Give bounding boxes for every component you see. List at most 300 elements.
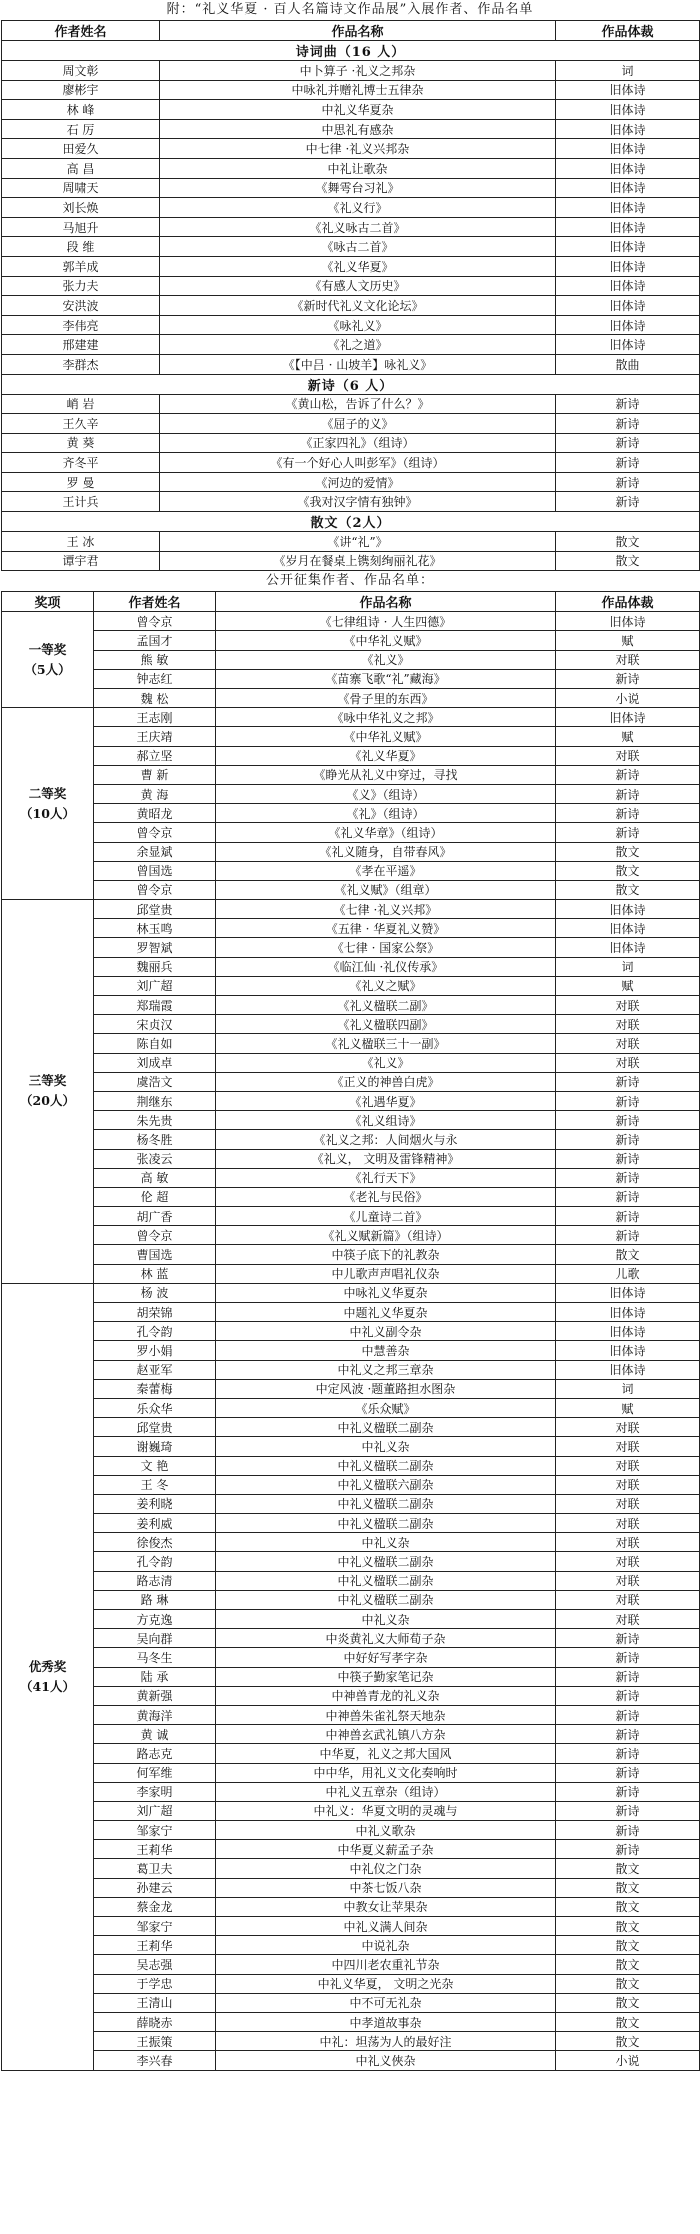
award-name: 一等奖 bbox=[28, 641, 67, 657]
genre-cell: 旧体诗 bbox=[556, 158, 700, 178]
table-row bbox=[2, 1878, 700, 1897]
genre-cell: 新诗 bbox=[556, 1705, 700, 1724]
work-cell: 《正义的神兽白虎》 bbox=[216, 1072, 556, 1091]
table-row bbox=[2, 198, 700, 218]
table-row bbox=[2, 1168, 700, 1187]
table-row bbox=[2, 315, 700, 335]
genre-cell: 新诗 bbox=[556, 784, 700, 803]
section-row bbox=[2, 374, 700, 394]
table-row bbox=[2, 1283, 700, 1302]
work-cell: 《礼遇华夏》 bbox=[216, 1091, 556, 1110]
genre-cell: 旧体诗 bbox=[556, 335, 700, 355]
genre-cell: 新诗 bbox=[556, 394, 700, 414]
section-title: 新诗（6 人） bbox=[2, 374, 700, 394]
work-cell: 《礼行天下》 bbox=[216, 1168, 556, 1187]
work-cell: 《礼义楹联四副》 bbox=[216, 1015, 556, 1034]
genre-cell: 新诗 bbox=[556, 669, 700, 688]
table-row bbox=[2, 256, 700, 276]
genre-cell: 新诗 bbox=[556, 1072, 700, 1091]
table-row bbox=[2, 1552, 700, 1571]
table-row bbox=[2, 1744, 700, 1763]
table-row bbox=[2, 1917, 700, 1936]
table-row bbox=[2, 1705, 700, 1724]
author-cell: 黄昭龙 bbox=[94, 804, 216, 823]
table-row bbox=[2, 708, 700, 727]
author-cell: 刘长焕 bbox=[2, 198, 160, 218]
work-cell: 《礼义咏古二首》 bbox=[160, 217, 556, 237]
work-cell: 《七律 · 国家公祭》 bbox=[216, 938, 556, 957]
work-cell: 《礼义楹联三十一副》 bbox=[216, 1034, 556, 1053]
genre-cell: 新诗 bbox=[556, 492, 700, 512]
work-cell: 《礼义之邦：人间烟火与永 bbox=[216, 1130, 556, 1149]
table-row bbox=[2, 976, 700, 995]
genre-cell: 散曲 bbox=[556, 354, 700, 374]
table-row bbox=[2, 335, 700, 355]
author-cell: 魏 松 bbox=[94, 689, 216, 708]
table-row bbox=[2, 1130, 700, 1149]
author-cell: 王清山 bbox=[94, 1993, 216, 2012]
work-cell: 《老礼与民俗》 bbox=[216, 1187, 556, 1206]
table-row bbox=[2, 1187, 700, 1206]
genre-cell: 旧体诗 bbox=[556, 256, 700, 276]
author-cell: 林 蓝 bbox=[94, 1264, 216, 1283]
work-cell: 《礼义， 文明及雷锋精神》 bbox=[216, 1149, 556, 1168]
table-row bbox=[2, 217, 700, 237]
work-cell: 中教女让苹果杂 bbox=[216, 1897, 556, 1916]
table-row bbox=[2, 861, 700, 880]
work-cell: 《正家四礼》（组诗） bbox=[160, 433, 556, 453]
table-row bbox=[2, 900, 700, 919]
work-cell: 中七律 ·礼义兴邦杂 bbox=[160, 139, 556, 159]
section-title: 散文（2人） bbox=[2, 512, 700, 532]
table-row bbox=[2, 1801, 700, 1820]
genre-cell: 新诗 bbox=[556, 1187, 700, 1206]
award-count: （10人） bbox=[20, 805, 75, 821]
work-cell: 《岁月在餐桌上镌刻绚丽礼花》 bbox=[160, 551, 556, 571]
work-cell: 中礼义杂 bbox=[216, 1533, 556, 1552]
work-cell: 《乐众赋》 bbox=[216, 1398, 556, 1417]
table-row bbox=[2, 823, 700, 842]
author-cell: 曾国选 bbox=[94, 861, 216, 880]
author-cell: 高 敏 bbox=[94, 1168, 216, 1187]
table-row bbox=[2, 804, 700, 823]
author-cell: 熊 敏 bbox=[94, 650, 216, 669]
genre-cell: 赋 bbox=[556, 1398, 700, 1417]
table-row bbox=[2, 2032, 700, 2051]
author-cell: 吴向群 bbox=[94, 1629, 216, 1648]
author-cell: 路志克 bbox=[94, 1744, 216, 1763]
table-row bbox=[2, 2012, 700, 2031]
genre-cell: 新诗 bbox=[556, 804, 700, 823]
table-row bbox=[2, 689, 700, 708]
genre-cell: 新诗 bbox=[556, 1648, 700, 1667]
table-row bbox=[2, 1303, 700, 1322]
author-cell: 王久辛 bbox=[2, 414, 160, 434]
author-cell: 杨 波 bbox=[94, 1283, 216, 1302]
author-cell: 黄海洋 bbox=[94, 1705, 216, 1724]
genre-cell: 散文 bbox=[556, 1955, 700, 1974]
award-count: （5人） bbox=[24, 661, 71, 677]
work-cell: 《咏古二首》 bbox=[160, 237, 556, 257]
work-cell: 《黄山松，告诉了什么？》 bbox=[160, 394, 556, 414]
table-row bbox=[2, 158, 700, 178]
table-row bbox=[2, 1111, 700, 1130]
genre-cell: 散文 bbox=[556, 2032, 700, 2051]
genre-cell: 散文 bbox=[556, 1917, 700, 1936]
award-name: 三等奖 bbox=[28, 1073, 67, 1089]
table-row bbox=[2, 139, 700, 159]
author-cell: 曾令京 bbox=[94, 880, 216, 899]
genre-cell: 散文 bbox=[556, 861, 700, 880]
author-cell: 荆继东 bbox=[94, 1091, 216, 1110]
table-row bbox=[2, 746, 700, 765]
work-cell: 中礼义华夏杂 bbox=[160, 100, 556, 120]
author-cell: 葛卫夫 bbox=[94, 1859, 216, 1878]
work-cell: 中礼义华夏， 文明之光杂 bbox=[216, 1974, 556, 1993]
work-cell: 中礼义五章杂（组诗） bbox=[216, 1782, 556, 1801]
table-row bbox=[2, 1053, 700, 1072]
table-row bbox=[2, 433, 700, 453]
genre-cell: 对联 bbox=[556, 1418, 700, 1437]
work-cell: 《礼义之赋》 bbox=[216, 976, 556, 995]
table-row bbox=[2, 919, 700, 938]
table-row bbox=[2, 119, 700, 139]
work-cell: 《礼义楹联二副》 bbox=[216, 996, 556, 1015]
genre-cell: 对联 bbox=[556, 1533, 700, 1552]
genre-cell: 新诗 bbox=[556, 1091, 700, 1110]
author-cell: 姜利威 bbox=[94, 1514, 216, 1533]
genre-cell: 新诗 bbox=[556, 1629, 700, 1648]
col-header-work: 作品名称 bbox=[160, 21, 556, 41]
table-row bbox=[2, 1590, 700, 1609]
work-cell: 《我对汉字情有独钟》 bbox=[160, 492, 556, 512]
genre-cell: 旧体诗 bbox=[556, 919, 700, 938]
genre-cell: 小说 bbox=[556, 2051, 700, 2070]
genre-cell: 旧体诗 bbox=[556, 80, 700, 100]
table-row bbox=[2, 354, 700, 374]
work-cell: 《有一个好心人叫彭军》（组诗） bbox=[160, 453, 556, 473]
table-row bbox=[2, 938, 700, 957]
genre-cell: 旧体诗 bbox=[556, 900, 700, 919]
genre-cell: 旧体诗 bbox=[556, 178, 700, 198]
author-cell: 曾令京 bbox=[94, 612, 216, 631]
author-cell: 路志清 bbox=[94, 1571, 216, 1590]
author-cell: 罗智斌 bbox=[94, 938, 216, 957]
award-cell bbox=[2, 900, 94, 1284]
table-row bbox=[2, 650, 700, 669]
author-cell: 宋贞汉 bbox=[94, 1015, 216, 1034]
genre-cell: 新诗 bbox=[556, 1226, 700, 1245]
author-cell: 曾令京 bbox=[94, 1226, 216, 1245]
genre-cell: 散文 bbox=[556, 1878, 700, 1897]
author-cell: 邹家宁 bbox=[94, 1917, 216, 1936]
author-cell: 朱先贵 bbox=[94, 1111, 216, 1130]
work-cell: 《礼义》 bbox=[216, 650, 556, 669]
work-cell: 《【中吕 · 山坡羊】咏礼义》 bbox=[160, 354, 556, 374]
author-cell: 王庆靖 bbox=[94, 727, 216, 746]
genre-cell: 对联 bbox=[556, 1610, 700, 1629]
author-cell: 黄 葵 bbox=[2, 433, 160, 453]
author-cell: 郑瑞霞 bbox=[94, 996, 216, 1015]
work-cell: 《咏中华礼义之邦》 bbox=[216, 708, 556, 727]
work-cell: 《礼义赋新篇》（组诗） bbox=[216, 1226, 556, 1245]
table-row bbox=[2, 1418, 700, 1437]
genre-cell: 旧体诗 bbox=[556, 1360, 700, 1379]
author-cell: 张凌云 bbox=[94, 1149, 216, 1168]
author-cell: 邱堂贵 bbox=[94, 900, 216, 919]
work-cell: 《礼义华夏》 bbox=[160, 256, 556, 276]
table-row bbox=[2, 276, 700, 296]
work-cell: 中华夏，礼义之邦大国风 bbox=[216, 1744, 556, 1763]
work-cell: 《骨子里的东西》 bbox=[216, 689, 556, 708]
table-row bbox=[2, 453, 700, 473]
open-call-table-body bbox=[2, 612, 700, 2070]
work-cell: 《礼义》 bbox=[216, 1053, 556, 1072]
table-row bbox=[2, 669, 700, 688]
work-cell: 中慧善杂 bbox=[216, 1341, 556, 1360]
table-row bbox=[2, 784, 700, 803]
genre-cell: 新诗 bbox=[556, 472, 700, 492]
work-cell: 《礼之道》 bbox=[160, 335, 556, 355]
genre-cell: 旧体诗 bbox=[556, 217, 700, 237]
author-cell: 谢巍琦 bbox=[94, 1437, 216, 1456]
genre-cell: 旧体诗 bbox=[556, 276, 700, 296]
table-row bbox=[2, 296, 700, 316]
work-cell: 中孝道故事杂 bbox=[216, 2012, 556, 2031]
author-cell: 安洪波 bbox=[2, 296, 160, 316]
genre-cell: 散文 bbox=[556, 880, 700, 899]
genre-cell: 旧体诗 bbox=[556, 1283, 700, 1302]
award-count: （20人） bbox=[20, 1093, 75, 1109]
work-cell: 《孝在平遥》 bbox=[216, 861, 556, 880]
table-row bbox=[2, 178, 700, 198]
table-row bbox=[2, 1360, 700, 1379]
genre-cell: 旧体诗 bbox=[556, 198, 700, 218]
table-row bbox=[2, 765, 700, 784]
table-row bbox=[2, 1821, 700, 1840]
genre-cell: 旧体诗 bbox=[556, 296, 700, 316]
table-row bbox=[2, 1264, 700, 1283]
genre-cell: 词 bbox=[556, 1379, 700, 1398]
table-row bbox=[2, 532, 700, 552]
genre-cell: 对联 bbox=[556, 1590, 700, 1609]
table-row bbox=[2, 1379, 700, 1398]
work-cell: 中礼义之邦三章杂 bbox=[216, 1360, 556, 1379]
genre-cell: 新诗 bbox=[556, 1725, 700, 1744]
col-header-award: 奖项 bbox=[2, 592, 94, 612]
work-cell: 《礼》（组诗） bbox=[216, 804, 556, 823]
table-row bbox=[2, 957, 700, 976]
author-cell: 曹国选 bbox=[94, 1245, 216, 1264]
caption-open-call: 公开征集作者、作品名单： bbox=[265, 573, 434, 589]
genre-cell: 对联 bbox=[556, 1437, 700, 1456]
author-cell: 王计兵 bbox=[2, 492, 160, 512]
genre-cell: 新诗 bbox=[556, 1168, 700, 1187]
work-cell: 中礼义歌杂 bbox=[216, 1821, 556, 1840]
genre-cell: 新诗 bbox=[556, 823, 700, 842]
genre-cell: 词 bbox=[556, 957, 700, 976]
table-row bbox=[2, 1667, 700, 1686]
genre-cell: 新诗 bbox=[556, 1130, 700, 1149]
work-cell: 中定风波 ·题董路担水图杂 bbox=[216, 1379, 556, 1398]
genre-cell: 新诗 bbox=[556, 1840, 700, 1859]
table-row bbox=[2, 100, 700, 120]
author-cell: 黄新强 bbox=[94, 1686, 216, 1705]
genre-cell: 新诗 bbox=[556, 1782, 700, 1801]
table-row bbox=[2, 842, 700, 861]
genre-cell: 新诗 bbox=[556, 1686, 700, 1705]
work-cell: 中神兽玄武礼镇八方杂 bbox=[216, 1725, 556, 1744]
work-cell: 中咏礼并赠礼博士五律杂 bbox=[160, 80, 556, 100]
genre-cell: 对联 bbox=[556, 1571, 700, 1590]
table-row bbox=[2, 1974, 700, 1993]
author-cell: 曾令京 bbox=[94, 823, 216, 842]
work-cell: 中题礼义华夏杂 bbox=[216, 1303, 556, 1322]
work-cell: 《礼义随身，自带春风》 bbox=[216, 842, 556, 861]
work-cell: 《舞雩台习礼》 bbox=[160, 178, 556, 198]
exhibit-table bbox=[1, 20, 700, 571]
table-row bbox=[2, 996, 700, 1015]
author-cell: 李伟亮 bbox=[2, 315, 160, 335]
genre-cell: 儿歌 bbox=[556, 1264, 700, 1283]
author-cell: 蔡金龙 bbox=[94, 1897, 216, 1916]
award-count: （41人） bbox=[20, 1678, 75, 1694]
author-cell: 曹 新 bbox=[94, 765, 216, 784]
work-cell: 中礼：坦荡为人的最好注 bbox=[216, 2032, 556, 2051]
genre-cell: 对联 bbox=[556, 1552, 700, 1571]
work-cell: 中炎黄礼义大师荀子杂 bbox=[216, 1629, 556, 1648]
genre-cell: 新诗 bbox=[556, 1111, 700, 1130]
genre-cell: 旧体诗 bbox=[556, 119, 700, 139]
col-header-work: 作品名称 bbox=[216, 592, 556, 612]
author-cell: 高 昌 bbox=[2, 158, 160, 178]
table-row bbox=[2, 631, 700, 650]
genre-cell: 赋 bbox=[556, 727, 700, 746]
genre-cell: 旧体诗 bbox=[556, 100, 700, 120]
work-cell: 中礼义楹联二副杂 bbox=[216, 1552, 556, 1571]
author-cell: 李兴春 bbox=[94, 2051, 216, 2070]
author-cell: 廖彬宇 bbox=[2, 80, 160, 100]
col-header-author: 作者姓名 bbox=[2, 21, 160, 41]
author-cell: 林 峰 bbox=[2, 100, 160, 120]
genre-cell: 散文 bbox=[556, 1245, 700, 1264]
award-cell bbox=[2, 708, 94, 900]
work-cell: 中中华，用礼义文化奏响时 bbox=[216, 1763, 556, 1782]
author-cell: 路 琳 bbox=[94, 1590, 216, 1609]
table-row bbox=[2, 1955, 700, 1974]
work-cell: 《义》（组诗） bbox=[216, 784, 556, 803]
table-row bbox=[2, 1610, 700, 1629]
work-cell: 《屈子的义》 bbox=[160, 414, 556, 434]
author-cell: 虞浩文 bbox=[94, 1072, 216, 1091]
genre-cell: 对联 bbox=[556, 1034, 700, 1053]
genre-cell: 赋 bbox=[556, 631, 700, 650]
author-cell: 王志刚 bbox=[94, 708, 216, 727]
genre-cell: 新诗 bbox=[556, 433, 700, 453]
work-cell: 中华夏义薪孟子杂 bbox=[216, 1840, 556, 1859]
genre-cell: 旧体诗 bbox=[556, 1322, 700, 1341]
table-row bbox=[2, 1015, 700, 1034]
section-title: 诗词曲（16 人） bbox=[2, 41, 700, 61]
work-cell: 中礼义楹联二副杂 bbox=[216, 1514, 556, 1533]
genre-cell: 对联 bbox=[556, 1053, 700, 1072]
work-cell: 中说礼杂 bbox=[216, 1936, 556, 1955]
work-cell: 中礼义杂 bbox=[216, 1437, 556, 1456]
table-row bbox=[2, 1091, 700, 1110]
genre-cell: 对联 bbox=[556, 1494, 700, 1513]
table-row bbox=[2, 1072, 700, 1091]
col-header-genre: 作品体裁 bbox=[556, 21, 700, 41]
table-row bbox=[2, 1629, 700, 1648]
table-row bbox=[2, 1475, 700, 1494]
work-cell: 中茶七饭八杂 bbox=[216, 1878, 556, 1897]
genre-cell: 新诗 bbox=[556, 1763, 700, 1782]
work-cell: 《五律 · 华夏礼义赞》 bbox=[216, 919, 556, 938]
table-row bbox=[2, 1149, 700, 1168]
genre-cell: 旧体诗 bbox=[556, 1303, 700, 1322]
table-row bbox=[2, 1859, 700, 1878]
work-cell: 《中华礼义赋》 bbox=[216, 631, 556, 650]
author-cell: 马旭升 bbox=[2, 217, 160, 237]
genre-cell: 赋 bbox=[556, 976, 700, 995]
award-name: 二等奖 bbox=[28, 785, 67, 801]
author-cell: 峭 岩 bbox=[2, 394, 160, 414]
author-cell: 薛晓赤 bbox=[94, 2012, 216, 2031]
table-row bbox=[2, 1456, 700, 1475]
author-cell: 吴志强 bbox=[94, 1955, 216, 1974]
author-cell: 方克逸 bbox=[94, 1610, 216, 1629]
col-header-author: 作者姓名 bbox=[94, 592, 216, 612]
table-row bbox=[2, 1437, 700, 1456]
table-row bbox=[2, 1322, 700, 1341]
author-cell: 孔令韵 bbox=[94, 1322, 216, 1341]
work-cell: 《新时代礼义文化论坛》 bbox=[160, 296, 556, 316]
work-cell: 《礼义组诗》 bbox=[216, 1111, 556, 1130]
table-row bbox=[2, 237, 700, 257]
author-cell: 陈自如 bbox=[94, 1034, 216, 1053]
table-row bbox=[2, 1993, 700, 2012]
genre-cell: 旧体诗 bbox=[556, 237, 700, 257]
author-cell: 邹家宁 bbox=[94, 1821, 216, 1840]
work-cell: 《礼义华夏》 bbox=[216, 746, 556, 765]
work-cell: 《礼义赋》（组章） bbox=[216, 880, 556, 899]
work-cell: 中礼义副令杂 bbox=[216, 1322, 556, 1341]
author-cell: 何军维 bbox=[94, 1763, 216, 1782]
work-cell: 中卜算子 ·礼义之邦杂 bbox=[160, 61, 556, 81]
work-cell: 中礼义：华夏文明的灵魂与 bbox=[216, 1801, 556, 1820]
work-cell: 《儿童诗二首》 bbox=[216, 1207, 556, 1226]
work-cell: 《临江仙 ·礼仪传承》 bbox=[216, 957, 556, 976]
author-cell: 王 冬 bbox=[94, 1475, 216, 1494]
work-cell: 中礼仪之门杂 bbox=[216, 1859, 556, 1878]
author-cell: 罗 曼 bbox=[2, 472, 160, 492]
table-row bbox=[2, 1341, 700, 1360]
author-cell: 孔令韵 bbox=[94, 1552, 216, 1571]
author-cell: 郝立坚 bbox=[94, 746, 216, 765]
genre-cell: 旧体诗 bbox=[556, 612, 700, 631]
work-cell: 中咏礼义华夏杂 bbox=[216, 1283, 556, 1302]
table-row bbox=[2, 1763, 700, 1782]
genre-cell: 小说 bbox=[556, 689, 700, 708]
genre-cell: 散文 bbox=[556, 2012, 700, 2031]
work-cell: 《苗寨飞歌“礼”藏海》 bbox=[216, 669, 556, 688]
author-cell: 伦 超 bbox=[94, 1187, 216, 1206]
genre-cell: 散文 bbox=[556, 1974, 700, 1993]
work-cell: 《礼义行》 bbox=[160, 198, 556, 218]
genre-cell: 散文 bbox=[556, 1936, 700, 1955]
work-cell: 中礼义楹联二副杂 bbox=[216, 1456, 556, 1475]
author-cell: 魏丽兵 bbox=[94, 957, 216, 976]
